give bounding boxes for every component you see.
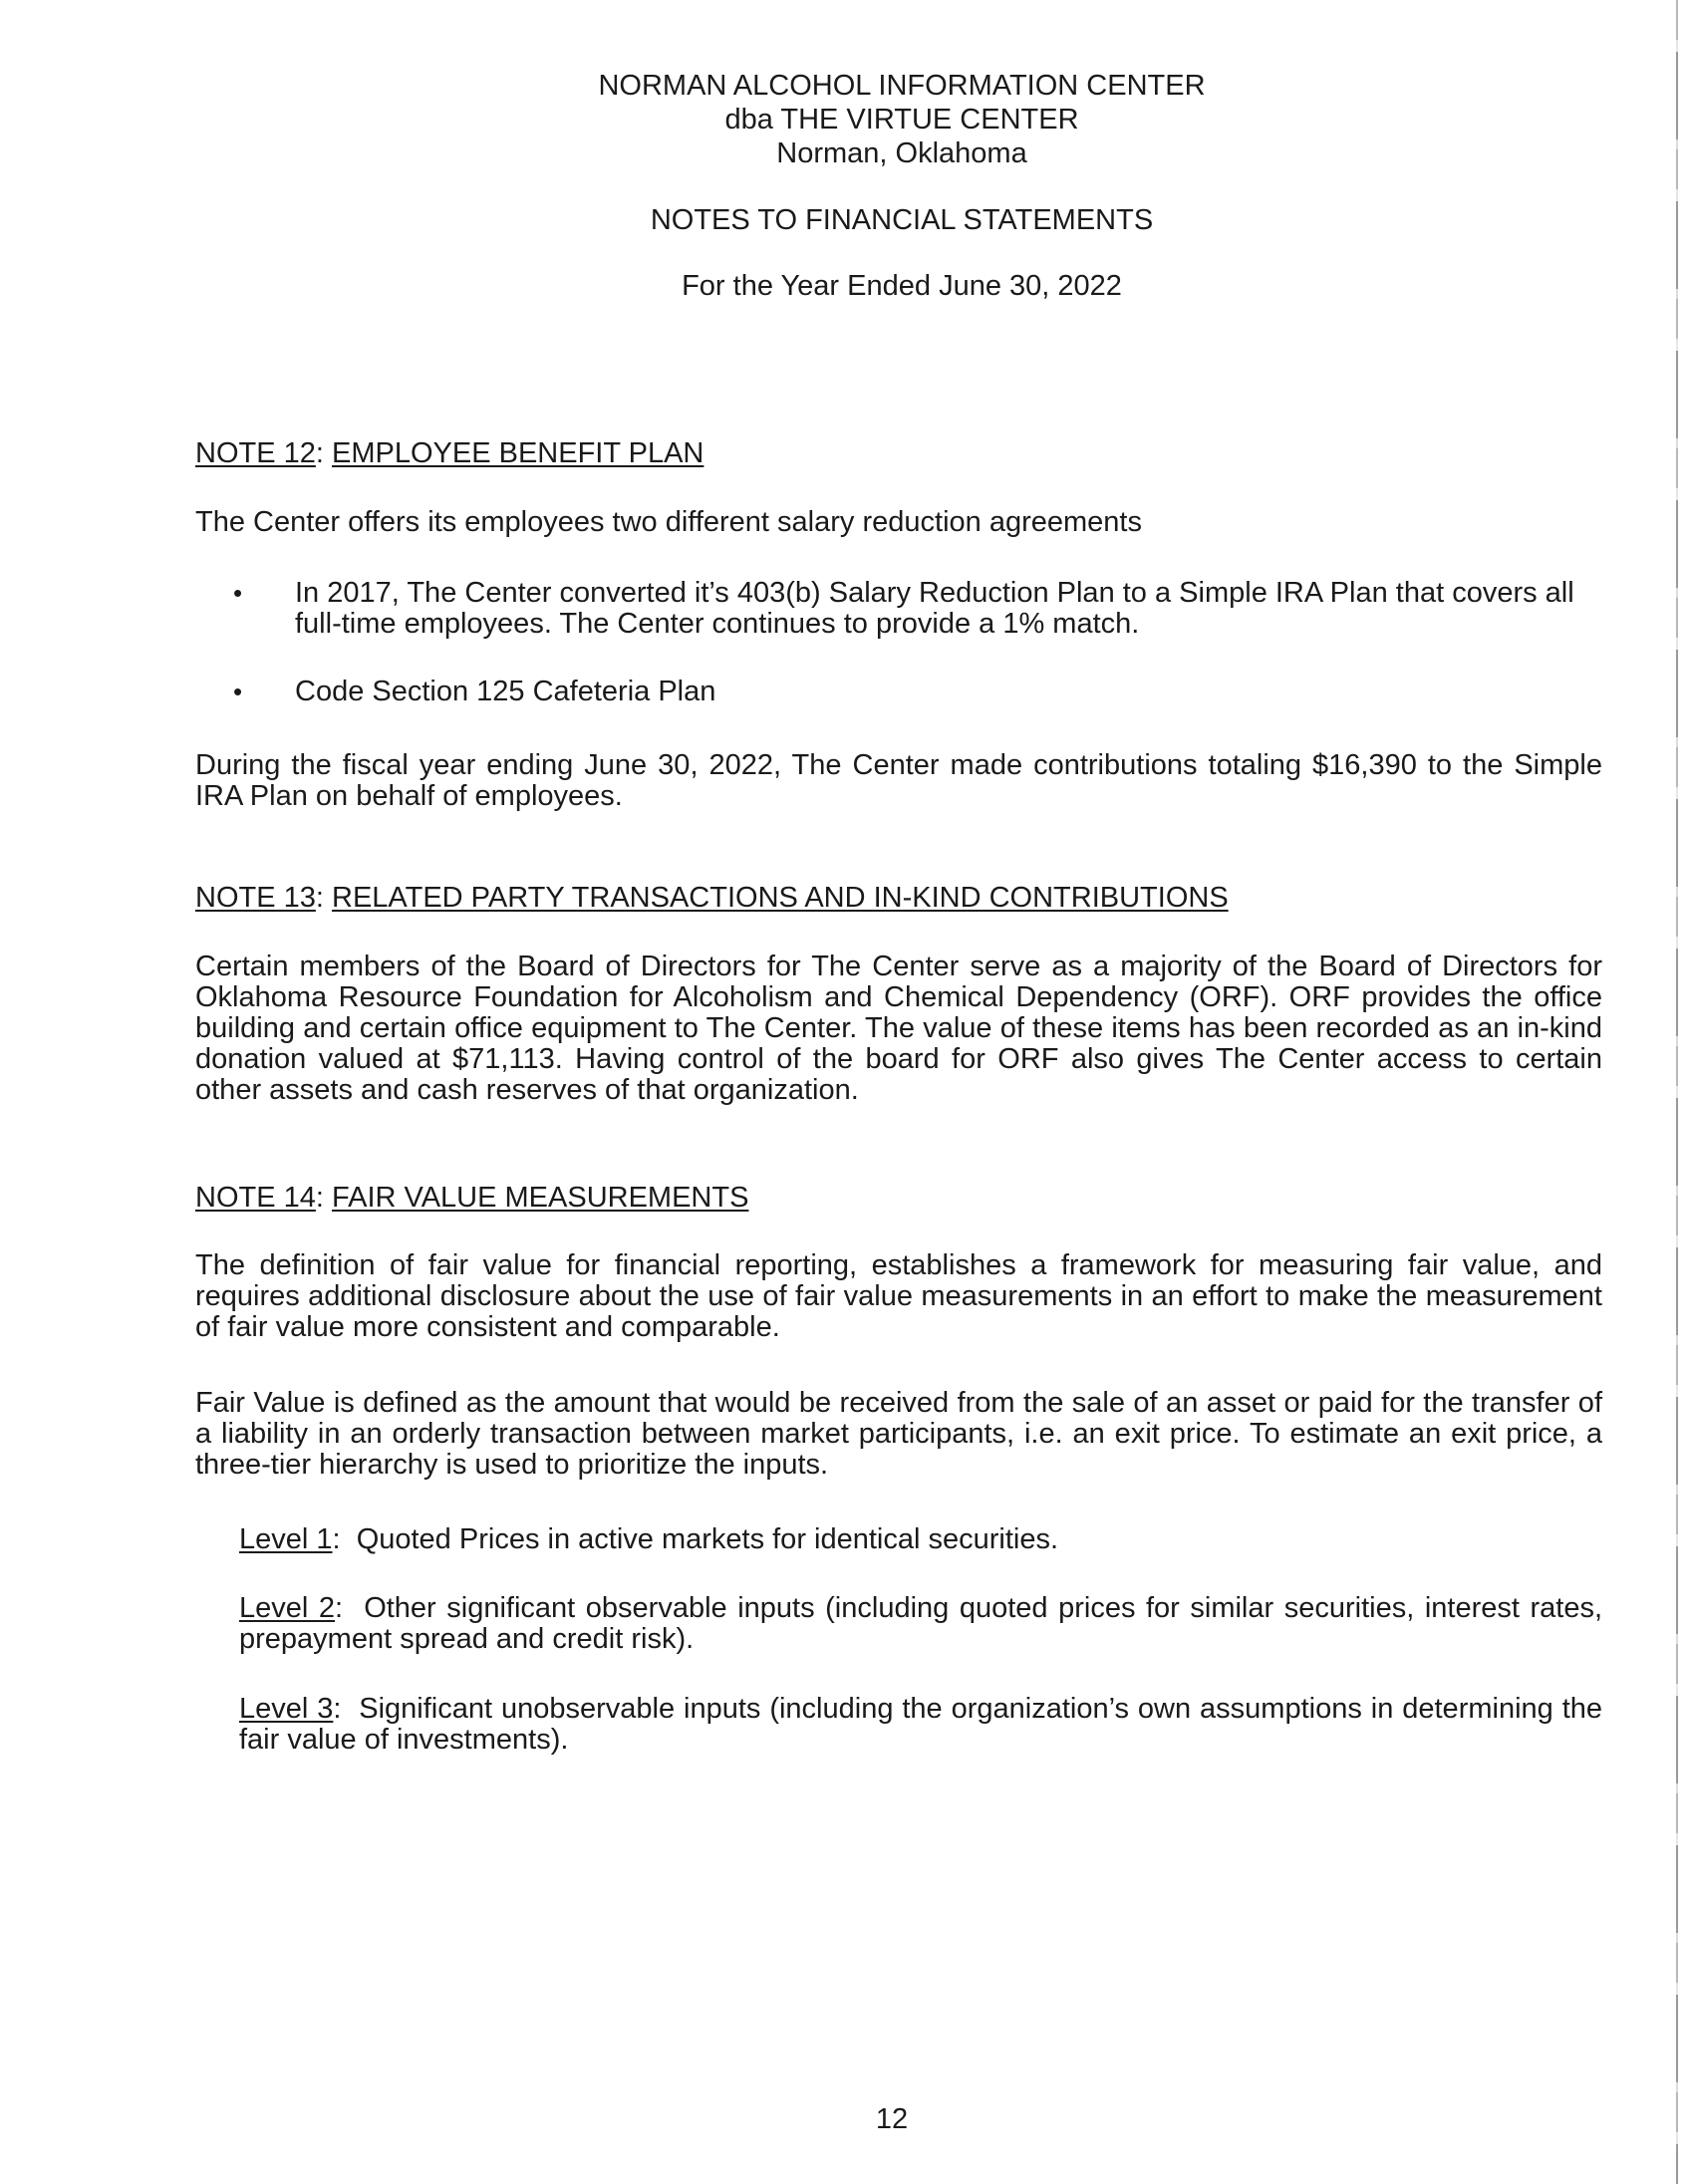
note-13-body: Certain members of the Board of Directors for The Center serve as a majority of the Board of Directors for Oklahoma Resource Foundation for Alcoholism and Chemical Dependency (ORF). ORF provides the office building and certain office equipment to The Center. The value of these items has been recorded as an in-kind donation valued at $71,113. Having control of the board for ORF also gives The Center access to certain other assets and cash reserves of that organization.: [195, 951, 1602, 1106]
dba-name: dba THE VIRTUE CENTER: [724, 104, 1079, 136]
scan-edge-line: [1676, 0, 1678, 2184]
note-14-title: FAIR VALUE MEASUREMENTS: [332, 1182, 749, 1214]
level-2-text: Other significant observable inputs (including quoted prices for similar securities, interest rates, prepayment spread and credit risk).: [239, 1592, 1603, 1655]
fair-value-level-2: Level 2: Other significant observable inputs (including quoted prices for similar securities, interest rates, prepayment spread and credit risk).: [239, 1592, 1603, 1655]
note-14-heading: NOTE 14: FAIR VALUE MEASUREMENTS: [195, 1182, 749, 1214]
document-title: NOTES TO FINANCIAL STATEMENTS: [650, 204, 1154, 236]
note-14-number: NOTE 14: [195, 1182, 316, 1214]
location: Norman, Oklahoma: [776, 137, 1027, 169]
note-14-paragraph-1: The definition of fair value for financial reporting, establishes a framework for measuring fair value, and requires additional disclosure about the use of fair value measurements in an effort to make the measurement of fair value more consistent and comparable.: [195, 1249, 1602, 1343]
note-13-number: NOTE 13: [195, 882, 316, 914]
bullet-icon: •: [233, 677, 243, 706]
note-13-title: RELATED PARTY TRANSACTIONS AND IN-KIND CONTRIBUTIONS: [332, 882, 1229, 914]
note-12-intro: The Center offers its employees two different salary reduction agreements: [195, 506, 1142, 538]
note-12-bullet-2: Code Section 125 Cafeteria Plan: [295, 676, 716, 707]
reporting-period: For the Year Ended June 30, 2022: [682, 270, 1122, 302]
level-3-label: Level 3: [239, 1693, 334, 1725]
note-12-bullet-1: In 2017, The Center converted it’s 403(b) Salary Reduction Plan to a Simple IRA Plan that covers all full-time employees. The Center continues to provide a 1% match.: [295, 577, 1574, 640]
note-12-number: NOTE 12: [195, 437, 316, 469]
note-13-heading: NOTE 13: RELATED PARTY TRANSACTIONS AND IN-KIND CONTRIBUTIONS: [195, 882, 1229, 914]
level-1-text: Quoted Prices in active markets for identical securities.: [356, 1523, 1059, 1555]
note-12-title: EMPLOYEE BENEFIT PLAN: [332, 437, 704, 469]
note-12-heading: NOTE 12: EMPLOYEE BENEFIT PLAN: [195, 437, 704, 469]
organization-name: NORMAN ALCOHOL INFORMATION CENTER: [598, 70, 1206, 102]
page-number: 12: [875, 2103, 909, 2135]
fair-value-level-3: Level 3: Significant unobservable inputs (including the organization’s own assumptions in determining the fair value of investments).: [239, 1693, 1603, 1756]
level-3-text: Significant unobservable inputs (including the organization’s own assumptions in determining the fair value of investments).: [239, 1693, 1603, 1756]
bullet-icon: •: [233, 578, 243, 608]
level-1-label: Level 1: [239, 1523, 333, 1555]
fair-value-level-1: Level 1: Quoted Prices in active markets for identical securities.: [239, 1523, 1059, 1555]
level-2-label: Level 2: [239, 1592, 336, 1624]
note-12-closing: During the fiscal year ending June 30, 2022, The Center made contributions totaling $16,390 to the Simple IRA Plan on behalf of employees.: [195, 749, 1602, 812]
note-14-paragraph-2: Fair Value is defined as the amount that would be received from the sale of an asset or paid for the transfer of a liability in an orderly transaction between market participants, i.e. an exit price. To estimate an exit price, a three-tier hierarchy is used to prioritize the inputs.: [195, 1387, 1602, 1481]
